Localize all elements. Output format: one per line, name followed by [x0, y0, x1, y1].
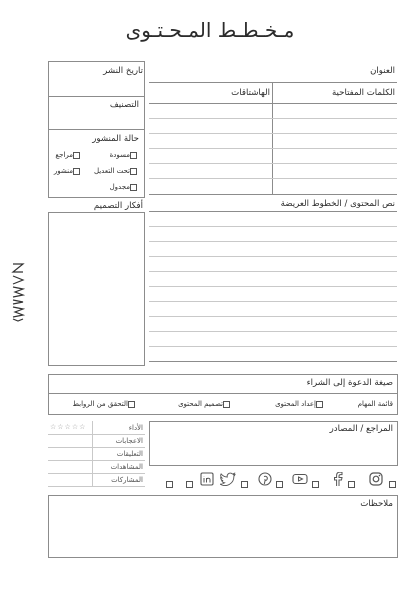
checkbox[interactable] — [223, 401, 230, 408]
metric-comments: التعليقات — [116, 450, 143, 458]
performance-table — [48, 421, 145, 487]
status-published[interactable] — [54, 167, 82, 175]
notes-box — [48, 495, 398, 558]
publish-date-label: تاريخ النشر — [103, 66, 143, 76]
row-line — [149, 103, 397, 104]
checkbox[interactable] — [276, 474, 285, 488]
content-line — [149, 211, 397, 212]
hashtags-label: الهاشتاقات — [231, 88, 270, 98]
row-line — [149, 133, 397, 134]
divider — [48, 96, 145, 97]
linkedin-icon — [200, 471, 214, 485]
checklist-links[interactable] — [73, 400, 137, 408]
ruled-line — [149, 361, 397, 362]
checkbox[interactable] — [348, 474, 357, 488]
ruled-line — [149, 256, 397, 257]
youtube-icon — [292, 471, 308, 485]
checkbox[interactable] — [166, 474, 175, 488]
checkbox[interactable] — [186, 474, 195, 488]
notes-label: ملاحظات — [360, 499, 393, 509]
row-line — [149, 148, 397, 149]
checkbox[interactable] — [316, 401, 323, 408]
title-line — [149, 82, 397, 83]
status-label: مجدول — [109, 183, 130, 191]
ruled-line — [149, 226, 397, 227]
checkbox[interactable] — [312, 474, 321, 488]
ruled-line — [149, 346, 397, 347]
status-draft[interactable] — [110, 151, 139, 159]
instagram-icon — [369, 471, 383, 485]
table-divider — [92, 421, 93, 487]
table-row-line — [48, 486, 145, 487]
category-label: التصنيف — [109, 100, 139, 110]
checkbox[interactable] — [73, 152, 80, 159]
divider — [48, 129, 145, 130]
checkbox[interactable] — [241, 474, 250, 488]
status-label: تحت التعديل — [93, 167, 130, 175]
table-row-line — [48, 473, 145, 474]
status-reviewed[interactable] — [55, 151, 82, 159]
status-label: مسودة — [109, 151, 130, 159]
pinterest-icon — [258, 471, 272, 485]
metric-likes: الاعجابات — [115, 437, 143, 445]
row-line — [149, 194, 397, 195]
checkbox[interactable] — [130, 184, 137, 191]
ruled-line — [149, 316, 397, 317]
row-line — [149, 163, 397, 164]
references-label: المراجع / المصادر — [329, 424, 393, 434]
status-editing[interactable] — [94, 167, 139, 175]
table-row-line — [48, 447, 145, 448]
page-title: مـخـطـط المـحـتـوى — [125, 18, 295, 42]
checkbox[interactable] — [130, 168, 137, 175]
title-label: العنوان — [370, 66, 395, 76]
brand-logo — [11, 262, 25, 322]
ruled-line — [149, 331, 397, 332]
design-ideas-box — [48, 212, 145, 366]
post-status-label: حالة المنشور — [92, 134, 139, 144]
content-label: نص المحتوى / الخطوط العريضة — [280, 199, 395, 209]
checklist-prepare[interactable] — [275, 400, 325, 408]
checklist-label: تصميم المحتوى — [178, 400, 223, 408]
ruled-line — [149, 271, 397, 272]
row-line — [149, 118, 397, 119]
metric-shares: المشاركات — [111, 476, 143, 484]
status-label: مراجع — [55, 151, 73, 159]
table-row-line — [48, 460, 145, 461]
checklist-label: إعداد المحتوى — [275, 400, 316, 408]
rating-stars[interactable]: ☆☆☆☆☆ — [50, 423, 87, 431]
status-scheduled[interactable] — [110, 183, 139, 191]
ruled-line — [149, 241, 397, 242]
checklist-label: التحقق من الروابط — [72, 400, 128, 408]
ruled-line — [149, 301, 397, 302]
checkbox[interactable] — [73, 168, 80, 175]
design-ideas-label: أفكار التصميم — [93, 201, 143, 211]
status-label: منشور — [53, 167, 73, 175]
cta-label: صيغة الدعوة إلى الشراء — [306, 378, 393, 388]
performance-label: الأداء — [128, 424, 143, 432]
keywords-label: الكلمات المفتاحية — [331, 88, 395, 98]
checkbox[interactable] — [389, 474, 398, 488]
checkbox[interactable] — [128, 401, 135, 408]
ruled-line — [149, 286, 397, 287]
twitter-icon — [220, 471, 236, 485]
checklist-tasks[interactable] — [358, 400, 393, 408]
metric-views: المشاهدات — [110, 463, 143, 471]
facebook-icon — [333, 471, 343, 485]
checkbox[interactable] — [130, 152, 137, 159]
table-row-line — [48, 434, 145, 435]
row-line — [149, 178, 397, 179]
checklist-label: قائمة المهام — [357, 400, 393, 408]
divider — [48, 393, 398, 394]
checklist-design[interactable] — [178, 400, 232, 408]
